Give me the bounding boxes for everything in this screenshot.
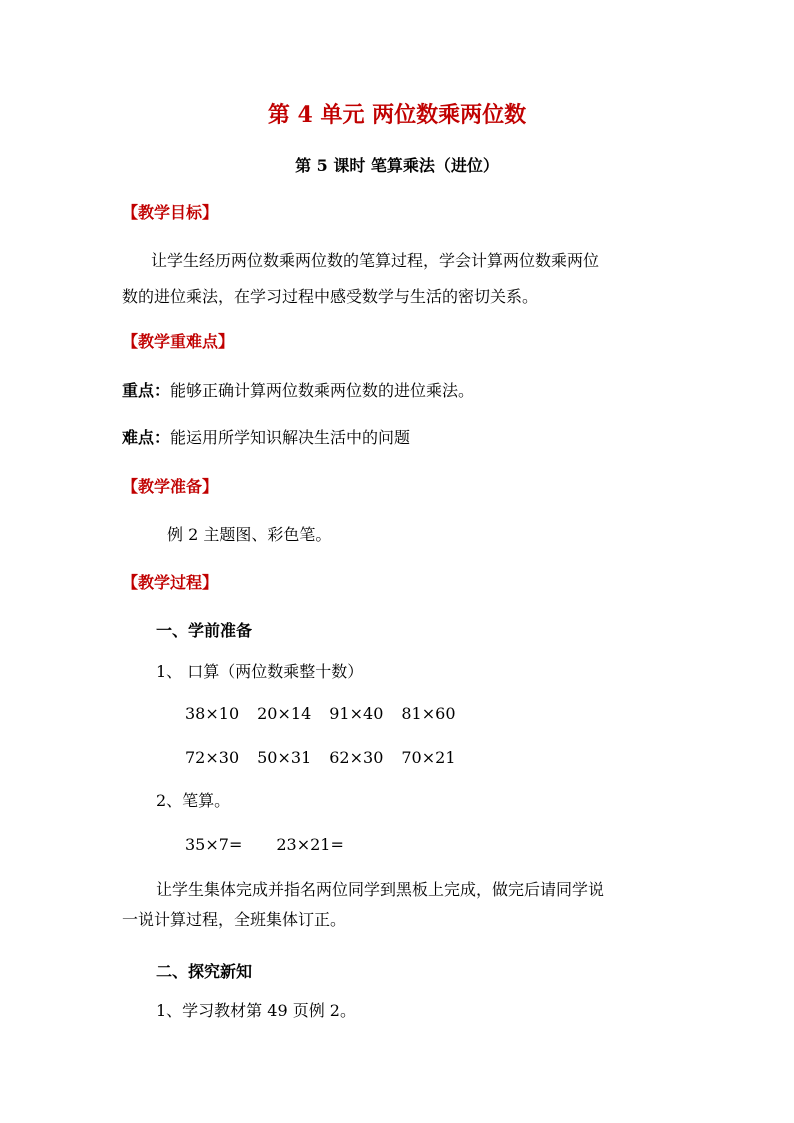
oral-expression: 91×40 — [329, 704, 384, 723]
preparation-heading: 【教学准备】 — [122, 477, 219, 496]
oral-expression: 81×60 — [401, 704, 456, 723]
difficulty-label: 难点： — [122, 428, 171, 447]
note-line-2: 一说计算过程，全班集体订正。 — [122, 910, 347, 929]
item-1: 1、 口算（两位数乘整十数） — [156, 662, 364, 681]
oral-expression: 62×30 — [329, 748, 384, 767]
written-expression: 35×7= — [185, 835, 243, 854]
oral-row-1 — [185, 706, 456, 722]
oral-expression: 50×31 — [257, 748, 312, 767]
process-heading: 【教学过程】 — [122, 573, 219, 592]
written-row — [185, 837, 344, 853]
note-line-1: 让学生集体完成并指名两位同学到黑板上完成，做完后请同学说 — [156, 880, 605, 899]
difficulty-text: 能运用所学知识解决生活中的问题 — [170, 428, 411, 447]
focus-row — [122, 383, 474, 399]
oral-expression: 38×10 — [185, 704, 240, 723]
objectives-line-2: 数的进位乘法，在学习过程中感受数学与生活的密切关系。 — [122, 287, 539, 306]
preparation-text: 例 2 主题图、彩色笔。 — [167, 525, 332, 544]
objectives-line-1: 让学生经历两位数乘两位数的笔算过程，学会计算两位数乘两位 — [151, 251, 600, 270]
section-2-title: 二、探究新知 — [156, 962, 253, 981]
section-1-title: 一、学前准备 — [156, 621, 253, 640]
written-expression: 23×21= — [276, 835, 344, 854]
focus-text: 能够正确计算两位数乘两位数的进位乘法。 — [170, 381, 475, 400]
oral-expression: 70×21 — [401, 748, 456, 767]
oral-row-2 — [185, 750, 456, 766]
item-3: 1、学习教材第 49 页例 2。 — [156, 1001, 356, 1020]
key-points-heading: 【教学重难点】 — [122, 332, 235, 351]
oral-expression: 72×30 — [185, 748, 240, 767]
unit-title: 第 4 单元 两位数乘两位数 — [267, 102, 527, 128]
item-2: 2、笔算。 — [156, 791, 231, 810]
objectives-heading: 【教学目标】 — [122, 203, 219, 222]
difficulty-row — [122, 430, 410, 446]
lesson-title: 第 5 课时 笔算乘法（进位） — [295, 156, 499, 175]
oral-expression: 20×14 — [257, 704, 312, 723]
focus-label: 重点： — [122, 381, 171, 400]
